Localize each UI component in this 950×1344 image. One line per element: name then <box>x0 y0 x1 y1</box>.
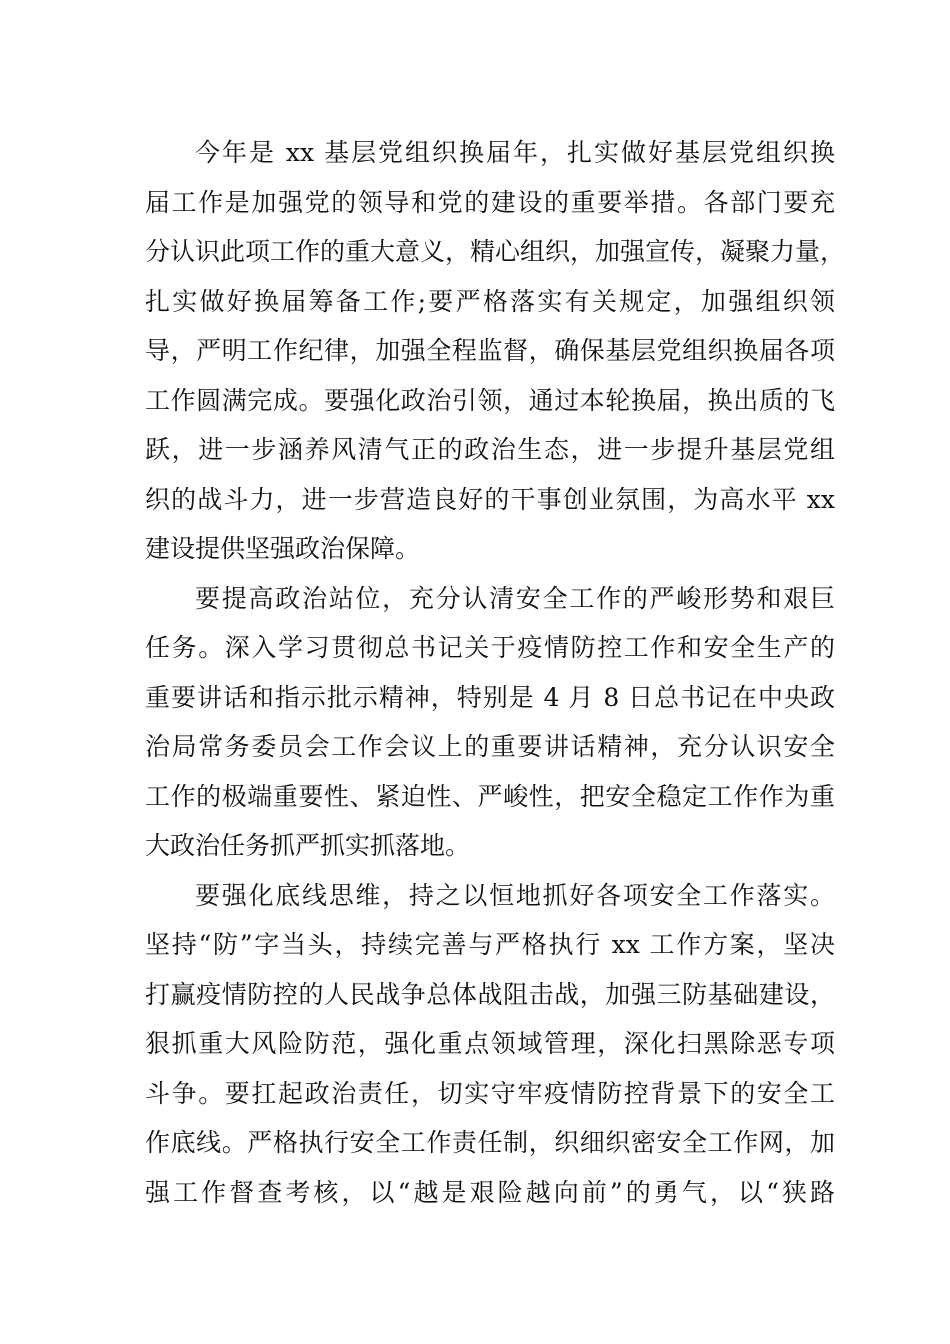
text-line: 导，严明工作纪律，加强全程监督，确保基层党组织换届各项 <box>145 336 835 365</box>
text-line: 要提高政治站位，充分认清安全工作的严峻形势和艰巨 <box>195 583 835 613</box>
paragraph-2 <box>145 574 835 871</box>
text-line: 打赢疫情防控的人民战争总体战阻击战，加强三防基础建设， <box>145 979 835 1009</box>
text-line: 坚持“防”字当头，持续完善与严格执行 xx 工作方案，坚决 <box>145 930 835 959</box>
text-line: 大政治任务抓严抓实抓落地。 <box>145 831 471 860</box>
document-body <box>145 128 846 1217</box>
text-line: 工作的极端重要性、紧迫性、严峻性，把安全稳定工作作为重 <box>145 781 835 811</box>
text-line: 今年是 xx 基层党组织换届年，扎实做好基层党组织换 <box>195 138 835 167</box>
text-line: 跃，进一步涵养风清气正的政治生态，进一步提升基层党组 <box>145 435 835 464</box>
text-line: 斗争。要扛起政治责任，切实守牢疫情防控背景下的安全工 <box>145 1078 835 1108</box>
text-line: 工作圆满完成。要强化政治引领，通过本轮换届，换出质的飞 <box>145 385 835 415</box>
text-line: 分认识此项工作的重大意义，精心组织，加强宣传，凝聚力量， <box>145 237 846 266</box>
paragraph-3 <box>145 871 835 1218</box>
text-line: 重要讲话和指示批示精神，特别是 4 月 8 日总书记在中央政 <box>145 682 835 712</box>
text-line: 任务。深入学习贯彻总书记关于疫情防控工作和安全生产的 <box>145 633 835 662</box>
text-line: 织的战斗力，进一步营造良好的干事创业氛围，为高水平 xx <box>145 484 835 514</box>
text-line: 要强化底线思维，持之以恒地抓好各项安全工作落实。 <box>195 880 835 910</box>
text-line: 强工作督查考核，以“越是艰险越向前”的勇气，以“狭路 <box>145 1177 835 1207</box>
text-line: 届工作是加强党的领导和党的建设的重要举措。各部门要充 <box>145 187 835 217</box>
text-line: 狠抓重大风险防范，强化重点领域管理，深化扫黑除恶专项 <box>145 1029 835 1058</box>
paragraph-1 <box>145 128 846 574</box>
text-line: 扎实做好换届筹备工作;要严格落实有关规定，加强组织领 <box>145 286 835 316</box>
text-line: 建设提供坚强政治保障。 <box>145 534 421 563</box>
text-line: 治局常务委员会工作会议上的重要讲话精神，充分认识安全 <box>145 732 835 761</box>
text-line: 作底线。严格执行安全工作责任制，织细织密安全工作网，加 <box>145 1128 835 1157</box>
